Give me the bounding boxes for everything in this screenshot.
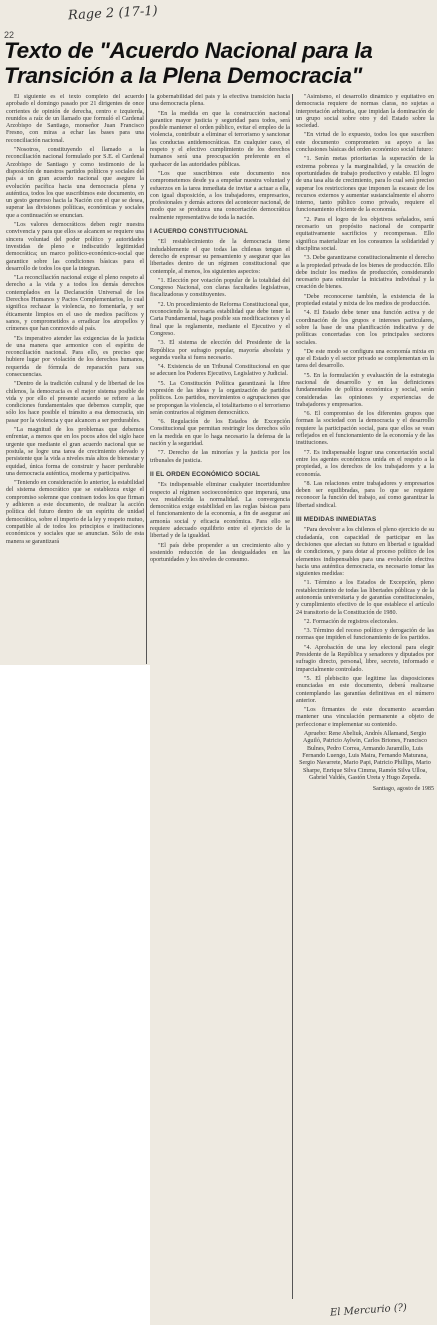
page-number: 22 [4,30,15,40]
paragraph: "El país debe propender a un crecimiento alto y sostenido reducción de las desigualdades en las oportunidades y los niveles de consumo. [150,542,290,564]
section-heading: I ACUERDO CONSTITUCIONAL [150,228,248,236]
paragraph: "5. El plebiscito que legitime las disposiciones enunciadas en este documento, deberá realizarse contemplando las garantías definitivas en el número anterior. [296,675,434,704]
paragraph: "La magnitud de los problemas que debemos enfrentar, a menos que en los pocos años del siglo hace urgente que mediante el gran acuerdo nacional que se postula, se logre una tarea de crecimiento elevado y persistente que la vida a niveles más altos de bienestar y equidad, única forma de construir y hacer perdurable una democracia auténtica, moderna y participativa. [6,427,144,477]
paragraph: "Para devolver a los chilenos el pleno ejercicio de su ciudadanía, con capacidad de participar en las decisiones que afectan su futuro en libertad e igualdad de condiciones, y para dotar al proceso político de los elementos indispensables para una evolución efectiva hacia una auténtica democracia, es necesario tomar las siguientes medidas: [296,527,434,578]
column-divider [292,94,293,1299]
paragraph: "En la medida en que la construcción nacional garantice mayor justicia y seguridad para todos, será posible mantener el orden público, evitar el empleo de la violencia, contribuir a eliminar el terrorismo y sancionar las conductas antidemocráticas. En cualquier caso, el respeto y el efectivo cumplimiento de los derechos humanos será una preocupación preferente en el quehacer de las autoridades públicas. [150,110,290,168]
paragraph: "4. Existencia de un Tribunal Constitucional en que se adecuen los Poderes Ejecutivo, Legislativo y Judicial. [150,364,290,378]
paragraph: "1. Término a los Estados de Excepción, pleno restablecimiento de todas las libertades públicas y de la autonomía universitaria y de garantías constitucionales, y cumplimiento efectivo de lo que establece el artículo 24 transitorio de la Constitución de 1980. [296,580,434,616]
handwritten-signature: El Mercurio (?) [329,1302,408,1319]
dateline: Santiago, agosto de 1985 [372,786,434,793]
paragraph: "1. Elección por votación popular de la totalidad del Congreso Nacional, con claras facultades legislativas, fiscalizadoras y constituyentes. [150,277,290,299]
paragraph: "Teniendo en consideración lo anterior, la estabilidad del sistema democrático que se establezca exige el compromiso solemne que contraen todos los que firman y adhieren a este documento, de realizar la acción política del futuro dentro de un espíritu de unidad democrática, sobre el imperio de la ley y respeto mutuo, compatible al de todos los principios e instituciones económicos y sociales que se anuncian. Sólo de esta manera se garantizará [6,480,144,545]
paragraph: El siguiente es el texto completo del acuerdo aprobado el domingo pasado por 21 dirigentes de once corrientes de opinión de derecha, centro e izquierda, reunidos a raíz de un llamado que formuló el Cardenal Arzobispo de Santiago, monseñor Juan Francisco Fresno, con miras a echar las bases para una reconciliación nacional. [6,94,144,144]
section-heading: II EL ORDEN ECONÓMICO SOCIAL [150,470,261,478]
paragraph: "Es indispensable eliminar cualquier incertidumbre respecto al régimen socioeconómico que imperará, una vez restablecida la normalidad. La convergencia democrática exige estabilidad en las reglas básicas para el funcionamiento de la economía, a fin de asegurar así armonía social y eficacia económica. Para ello se requiere adecuado equilibrio entre el ejercicio de la libertad y de la igualdad. [150,482,290,540]
paragraph: "Los valores democráticos deben regir nuestra convivencia y para que ellos se alcancen se requiere una sincera voluntad del poder político y autoridades investidas de pleno e indiscutido legitimidad democrática; un marco político-económico-social que garantice sobre las condiciones básicas para el desarrollo de todos los que la integran. [6,222,144,272]
headline: Texto de "Acuerdo Nacional para la Transición a la Plena Democracia" [4,38,373,88]
section-heading: III MEDIDAS INMEDIATAS [296,516,377,524]
paragraph: "En virtud de lo expuesto, todos los que suscriben este documento comprometen su apoyo a las conclusiones básicas del orden económico social futuro: [296,132,434,154]
paragraph: "Dentro de la tradición cultural y de libertad de los chilenos, la democracia es el mejor sistema posible de vida y por ello el presente acuerdo se refiere a las condiciones fundamentales que debemos cumplir, que sólo los hace posible el tránsito a esa democracia, sin pasar por la violencia y que alcancen a ser perdurables. [6,381,144,424]
paragraph: "3. Debe garantizarse constitucionalmente el derecho a la propiedad privada de los bienes de producción. Ello debe incluir los medios de producción, considerando necesario para estimular la iniciativa individual y la creación de bienes. [296,255,434,291]
paragraph: "7. Derecho de las minorías y la justicia por los tribunales de justicia. [150,450,290,464]
column-divider [146,94,147,664]
paragraph: "Los firmantes de este documento acuerdan mantener una vinculación permanente a objeto de perfeccionar e implementar su contenido. [296,707,434,728]
blank-area [0,665,150,1325]
paragraph: "Debe reconocerse también, la existencia de la propiedad estatal y mixta de los medios de producción. [296,293,434,308]
article-column-1 [6,94,144,662]
paragraph: "4. Aprobación de una ley electoral para elegir Presidente de la República y senadores y diputados por sufragio directo, personal, libre, secreto, informado e imparcialmente controlado. [296,644,434,673]
paragraph: la gobernabilidad del país y la efectiva transición hacia una democracia plena. [150,94,290,108]
paragraph: "2. Para el logro de los objetivos señalados, será necesario un propósito nacional de compartir equitativamente sacrificios y recompensas. Ello significa materializar en los consumos la solidaridad y disciplina social. [296,216,434,252]
paragraph: "Los que suscribimos este documento nos comprometemos desde ya a empeñar nuestra voluntad y esfuerzos en la tarea inmediata de invitar a actuar a ella, con igual disposición, a los trabajadores, empresarios, profesionales y demás actores del acontecer nacional, de modo que se produzca una concertación democrática realmente representativa de toda la nación. [150,170,290,221]
paragraph: "2. Formación de registros electorales. [304,618,398,625]
handwritten-annotation: Rage 2 (17-1) [67,3,159,24]
article-column-3 [296,94,434,1299]
paragraph: "8. Las relaciones entre trabajadores y empresarios deben ser equilibradas, para lo que se requiere reconocer la función del trabajo, así como garantizar la libertad sindical. [296,480,434,509]
paragraph: "6. Regulación de los Estados de Excepción Constitucional que permitan restringir los derechos sólo en la medida en que lo haga necesario la defensa de la nación y la seguridad. [150,419,290,448]
paragraph: "5. En la formulación y evaluación de la estrategia nacional de desarrollo y en las definiciones fundamentales de política económica y social, serán consideradas las opiniones y experiencias de trabajadores y empresarios. [296,372,434,408]
paragraph: "1. Serán metas prioritarias la superación de la extrema pobreza y la marginalidad, y la creación de oportunidades de trabajo productivo y estable. El logro de una tasa alta de crecimiento, para lo cual será preciso superar los restricciones que imponen la escasez de los recursos externos y aumentar sustancialmente el ahorro interno, tanto público como privado, requiere el funcionamiento eficiente de la economía. [296,156,434,214]
signatories: Apruebo: Rene Abeliuk, Andrés Allamand, Sergio Aguiló, Patricio Aylwin, Carlos Briones, Francisco Bulnes, Pedro Correa, Armando Jaramillo, Luis Fernando Luengo, Luis Maira, Fernando Maturana, Sergio Navarrete, Mario Papi, Patricio Phillips, Mario Sharpe, Enrique Silva Cimma, Ramón Silva Ulloa, Gabriel Valdés, Gastón Ureta y Hugo Zepeda. [299,731,431,781]
paragraph: "6. El compromiso de los diferentes grupos que forman la sociedad con la democracia y el desarrollo requiere la participación social, para que ellos se vean reflejados en el funcionamiento de la economía y de las instituciones. [296,411,434,447]
paragraph: "Asimismo, el desarrollo dinámico y equitativo en democracia requiere de normas claras, no sujetas a interpretación arbitraria, que impidan la dominación de un grupo social sobre otro y del Estado sobre la sociedad. [296,94,434,130]
paragraph: "5. La Constitución Política garantizará la libre expresión de las ideas y la organización de partidos políticos. Los partidos, movimientos o agrupaciones que se propongan la violencia, el totalitarismo o el terrorismo serán contrarios al régimen democrático. [150,380,290,416]
paragraph: "Es imperativo atender las exigencias de la justicia de una manera que armonice con el espíritu de reconciliación nacional. Para ello, es preciso que hubiere lugar por violación de los derechos humanos, requerida de fórmula de reparación para sus consecuencias. [6,335,144,378]
paragraph: "El restablecimiento de la democracia tiene indudablemente el que todas las chilenas tengan el derecho de expresar su pensamiento y asegurar que las libertades dentro de un régimen constitucional que contemple, al menos, los siguientes aspectos: [150,239,290,275]
paragraph: "3. Término del receso político y derogación de las normas que impiden el funcionamiento de los partidos. [296,628,434,642]
paragraph: "4. El Estado debe tener una función activa y de coordinación de los grupos e intereses particulares, sobre la base de una planificación indicativa y de políticas concertadas con los principales sectores sociales. [296,310,434,346]
paragraph: "7. Es indispensable lograr una concertación social entre los agentes económicos unida en el respeto a la propiedad, a los derechos de los trabajadores y a la economía. [296,449,434,478]
paragraph: "De este modo se configura una economía mixta en que el Estado y el sector privado se complementan en la tarea del desarrollo. [296,348,434,370]
paragraph: "3. El sistema de elección del Presidente de la República por sufragio popular, mayoría absoluta y segunda vuelta si fuera necesario. [150,340,290,361]
paragraph: "La reconciliación nacional exige el pleno respeto al derecho a la vida y a todos los demás derechos contemplados en la Declaración Universal de los Derechos Humanos y Pactos Complementarios, lo cual significa rechazar la violencia, no fomentarla, y ser éticamente limpios en el uso de medios pacíficos y sanos, y comprometidos a erradicar los atropellos y crímenes que han conmovido al país. [6,275,144,333]
article-column-2 [150,94,290,574]
paragraph: "Nosotros, constituyendo el llamado a la reconciliación nacional formulado por S.E. el Cardenal Arzobispo de Santiago y como testimonio de la disposición de nuestros partidos políticos y sociales del país a un gran acuerdo nacional que asegure la evolución pacífica hacia una democracia plena y auténtica, todos los que suscribimos este documento, en un gesto generoso hacia la Nación con el que se desea, superar las divisiones políticas, económicas y sociales que a continuación se enuncian. [6,147,144,219]
paragraph: "2. Un procedimiento de Reforma Constitucional que, reconociendo la necesaria estabilidad que debe tener la Carta Fundamental, haga posible sus modificaciones y el final que la reglamente, mediante el Ejecutivo y el Congreso. [150,301,290,337]
